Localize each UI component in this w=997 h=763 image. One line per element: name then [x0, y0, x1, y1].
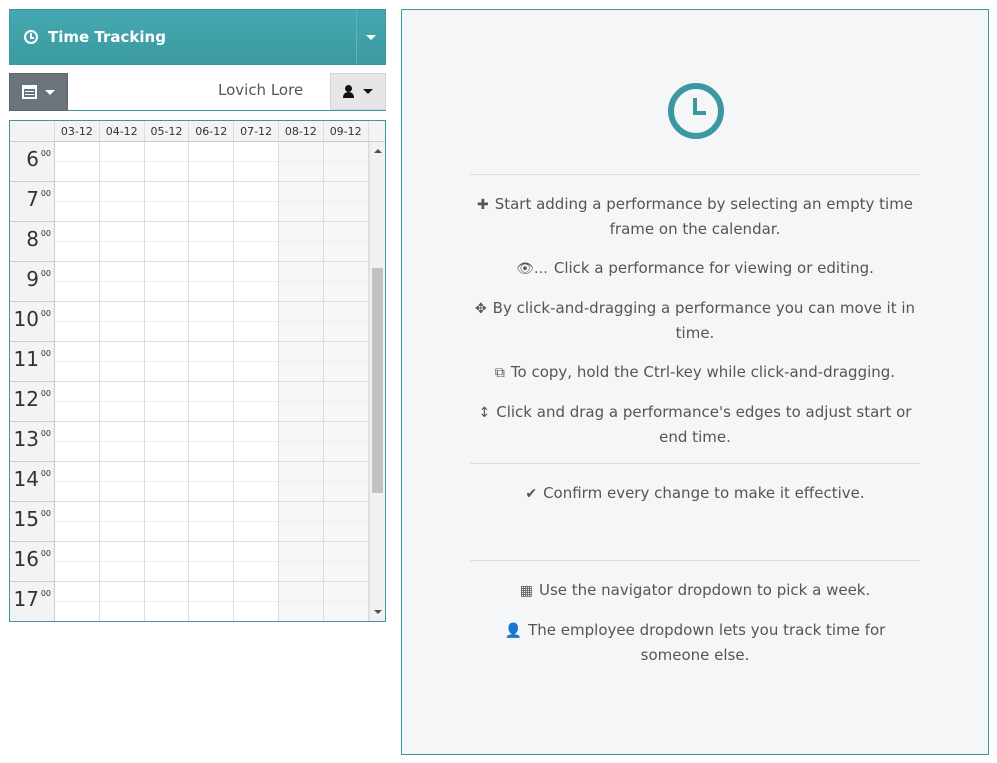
hour-number: 9: [26, 267, 39, 291]
help-hint-text: The employee dropdown lets you track time for someone else.: [528, 621, 886, 664]
caret-down-icon: [363, 89, 373, 94]
hour-label: [10, 222, 55, 262]
time-slot[interactable]: [234, 342, 279, 382]
hour-label: [10, 182, 55, 222]
plus-icon: ✚: [476, 197, 489, 213]
time-slot[interactable]: [324, 262, 369, 302]
time-slot[interactable]: [279, 302, 324, 342]
time-slot[interactable]: [100, 462, 145, 502]
time-slot[interactable]: [55, 142, 100, 182]
time-slot[interactable]: [189, 542, 234, 582]
hour-row: [10, 502, 369, 542]
time-slot[interactable]: [55, 422, 100, 462]
hour-row: [10, 262, 369, 302]
time-slot[interactable]: [100, 582, 145, 622]
hour-row: [10, 462, 369, 502]
hour-label: [10, 542, 55, 582]
time-slot[interactable]: [145, 462, 190, 502]
help-hint-text: Click a performance for viewing or editing.: [553, 259, 874, 277]
time-slot[interactable]: [234, 382, 279, 422]
hour-label: [10, 582, 55, 622]
clock-icon: [668, 83, 724, 139]
time-slot[interactable]: [324, 462, 369, 502]
caret-down-icon: [366, 35, 376, 40]
time-slot[interactable]: [324, 502, 369, 542]
week-calendar: [9, 120, 386, 622]
time-slot[interactable]: [145, 422, 190, 462]
hour-minutes: 00: [40, 229, 51, 238]
hour-minutes: 00: [40, 549, 51, 558]
move-icon: ✥: [474, 301, 487, 317]
hour-minutes: 00: [40, 189, 51, 198]
separator: [470, 174, 920, 175]
hour-number: 15: [13, 507, 39, 531]
user-icon: [343, 85, 354, 99]
hour-label: [10, 462, 55, 502]
hour-label: [10, 302, 55, 342]
hour-label: [10, 382, 55, 422]
help-hint: [470, 192, 920, 241]
time-slot[interactable]: [234, 182, 279, 222]
help-hint-text: Click and drag a performance's edges to adjust start or end time.: [496, 403, 912, 446]
time-slot[interactable]: [234, 222, 279, 262]
time-slot[interactable]: [145, 262, 190, 302]
time-slot[interactable]: [324, 182, 369, 222]
toolbar: [9, 73, 386, 111]
hour-row: [10, 342, 369, 382]
header-title: [24, 10, 166, 64]
time-slot[interactable]: [145, 222, 190, 262]
time-slot[interactable]: [100, 382, 145, 422]
help-hint: [470, 481, 920, 506]
time-slot[interactable]: [189, 182, 234, 222]
help-panel: [401, 9, 989, 755]
hour-number: 7: [26, 187, 39, 211]
time-slot[interactable]: [279, 142, 324, 182]
time-slot[interactable]: [234, 262, 279, 302]
calendar-header: [10, 121, 385, 142]
time-slot[interactable]: [189, 302, 234, 342]
day-header: 03-12: [55, 121, 100, 141]
hour-label: [10, 342, 55, 382]
time-slot[interactable]: [100, 182, 145, 222]
calendar-icon: [22, 85, 37, 99]
time-slot[interactable]: [100, 222, 145, 262]
time-slot[interactable]: [279, 462, 324, 502]
time-slot[interactable]: [145, 542, 190, 582]
hour-label: [10, 502, 55, 542]
time-slot[interactable]: [189, 262, 234, 302]
time-slot[interactable]: [234, 502, 279, 542]
hour-minutes: 00: [40, 429, 51, 438]
day-header: 06-12: [189, 121, 234, 141]
time-slot[interactable]: [55, 582, 100, 622]
calendar-scrollbar[interactable]: [369, 142, 385, 621]
time-slot[interactable]: [100, 302, 145, 342]
time-slot[interactable]: [145, 302, 190, 342]
time-slot[interactable]: [279, 502, 324, 542]
help-hint: [470, 578, 920, 603]
time-slot[interactable]: [189, 422, 234, 462]
help-hint-text: Confirm every change to make it effective.: [543, 484, 865, 502]
time-slot[interactable]: [189, 382, 234, 422]
hour-number: 10: [13, 307, 39, 331]
hour-number: 12: [13, 387, 39, 411]
time-slot[interactable]: [324, 342, 369, 382]
header-dropdown-toggle[interactable]: [356, 10, 385, 64]
day-header: 08-12: [279, 121, 324, 141]
calendar-body: [10, 142, 369, 621]
hour-number: 14: [13, 467, 39, 491]
help-hint-text: To copy, hold the Ctrl-key while click-and-dragging.: [510, 363, 896, 381]
time-slot[interactable]: [279, 582, 324, 622]
hour-minutes: 00: [40, 509, 51, 518]
hour-number: 11: [13, 347, 39, 371]
hour-row: [10, 222, 369, 262]
time-slot[interactable]: [279, 182, 324, 222]
help-hint: [470, 256, 920, 281]
scroll-down-arrow-icon[interactable]: [374, 610, 382, 614]
help-hint: [470, 618, 920, 667]
hour-minutes: 00: [40, 309, 51, 318]
help-hint-text: By click-and-dragging a performance you can move it in time.: [492, 299, 916, 342]
help-hint: [470, 296, 920, 345]
time-slot[interactable]: [279, 222, 324, 262]
hour-label: [10, 262, 55, 302]
help-hint: [470, 400, 920, 449]
time-slot[interactable]: [55, 462, 100, 502]
day-header: 09-12: [324, 121, 369, 141]
scroll-up-arrow-icon[interactable]: [374, 149, 382, 153]
time-slot[interactable]: [189, 502, 234, 542]
hour-row: [10, 142, 369, 182]
time-slot[interactable]: [145, 342, 190, 382]
day-header: 04-12: [100, 121, 145, 141]
time-slot[interactable]: [324, 222, 369, 262]
time-slot[interactable]: [234, 142, 279, 182]
employee-dropdown-button[interactable]: [330, 73, 386, 110]
hour-label: [10, 142, 55, 182]
hour-minutes: 00: [40, 469, 51, 478]
time-slot[interactable]: [145, 582, 190, 622]
time-slot[interactable]: [145, 142, 190, 182]
hour-row: [10, 302, 369, 342]
hour-minutes: 00: [40, 149, 51, 158]
time-slot[interactable]: [55, 262, 100, 302]
hour-number: 8: [26, 227, 39, 251]
time-slot[interactable]: [234, 302, 279, 342]
time-slot[interactable]: [55, 182, 100, 222]
time-slot[interactable]: [189, 142, 234, 182]
time-slot[interactable]: [100, 422, 145, 462]
hour-number: 17: [13, 587, 39, 611]
hour-row: [10, 182, 369, 222]
hour-number: 16: [13, 547, 39, 571]
app-header: [9, 9, 386, 65]
time-slot[interactable]: [55, 542, 100, 582]
time-slot[interactable]: [55, 302, 100, 342]
hour-number: 6: [26, 147, 39, 171]
week-navigator-button[interactable]: [9, 73, 68, 111]
time-slot[interactable]: [100, 262, 145, 302]
help-hint-text: Use the navigator dropdown to pick a week.: [538, 581, 871, 599]
time-slot[interactable]: [324, 382, 369, 422]
time-slot[interactable]: [279, 382, 324, 422]
time-slot[interactable]: [55, 342, 100, 382]
time-slot[interactable]: [189, 462, 234, 502]
time-slot[interactable]: [100, 502, 145, 542]
hour-minutes: 00: [40, 349, 51, 358]
copy-icon: ⧉: [494, 365, 505, 381]
time-slot[interactable]: [324, 422, 369, 462]
hour-minutes: 00: [40, 389, 51, 398]
user-icon: 👤: [504, 623, 523, 639]
time-slot[interactable]: [100, 142, 145, 182]
calendar-icon: ▦: [519, 583, 533, 599]
check-icon: ✔: [525, 486, 538, 502]
hour-number: 13: [13, 427, 39, 451]
employee-name: Lovich Lore: [218, 81, 304, 99]
time-slot[interactable]: [324, 542, 369, 582]
time-slot[interactable]: [279, 262, 324, 302]
time-slot[interactable]: [234, 422, 279, 462]
time-slot[interactable]: [145, 382, 190, 422]
time-slot[interactable]: [234, 582, 279, 622]
time-slot[interactable]: [100, 542, 145, 582]
hour-minutes: 00: [40, 589, 51, 598]
resize-vertical-icon: ↕: [478, 405, 491, 421]
hour-minutes: 00: [40, 269, 51, 278]
time-slot[interactable]: [189, 582, 234, 622]
time-slot[interactable]: [100, 342, 145, 382]
day-header: 05-12: [145, 121, 190, 141]
hour-row: [10, 422, 369, 462]
time-slot[interactable]: [145, 502, 190, 542]
time-slot[interactable]: [234, 462, 279, 502]
clock-icon: [24, 30, 38, 44]
hour-row: [10, 582, 369, 622]
time-slot[interactable]: [234, 542, 279, 582]
time-slot[interactable]: [279, 542, 324, 582]
header-title-text: Time Tracking: [48, 28, 166, 46]
separator: [470, 463, 920, 464]
time-slot[interactable]: [189, 342, 234, 382]
time-slot[interactable]: [324, 142, 369, 182]
separator: [470, 560, 920, 561]
calendar-corner: [10, 121, 55, 141]
time-slot[interactable]: [55, 382, 100, 422]
time-slot[interactable]: [279, 342, 324, 382]
day-header: 07-12: [234, 121, 279, 141]
help-hint: [470, 360, 920, 385]
caret-down-icon: [45, 90, 55, 95]
help-hint-text: Start adding a performance by selecting an empty time frame on the calendar.: [494, 195, 914, 238]
time-slot[interactable]: [145, 182, 190, 222]
time-slot[interactable]: [279, 422, 324, 462]
time-slot[interactable]: [324, 582, 369, 622]
hour-row: [10, 542, 369, 582]
hour-label: [10, 422, 55, 462]
time-slot[interactable]: [55, 222, 100, 262]
time-slot[interactable]: [189, 222, 234, 262]
time-slot[interactable]: [55, 502, 100, 542]
hour-row: [10, 382, 369, 422]
time-slot[interactable]: [324, 302, 369, 342]
eye-icon: 👁…: [516, 261, 548, 277]
scroll-thumb[interactable]: [372, 268, 383, 493]
